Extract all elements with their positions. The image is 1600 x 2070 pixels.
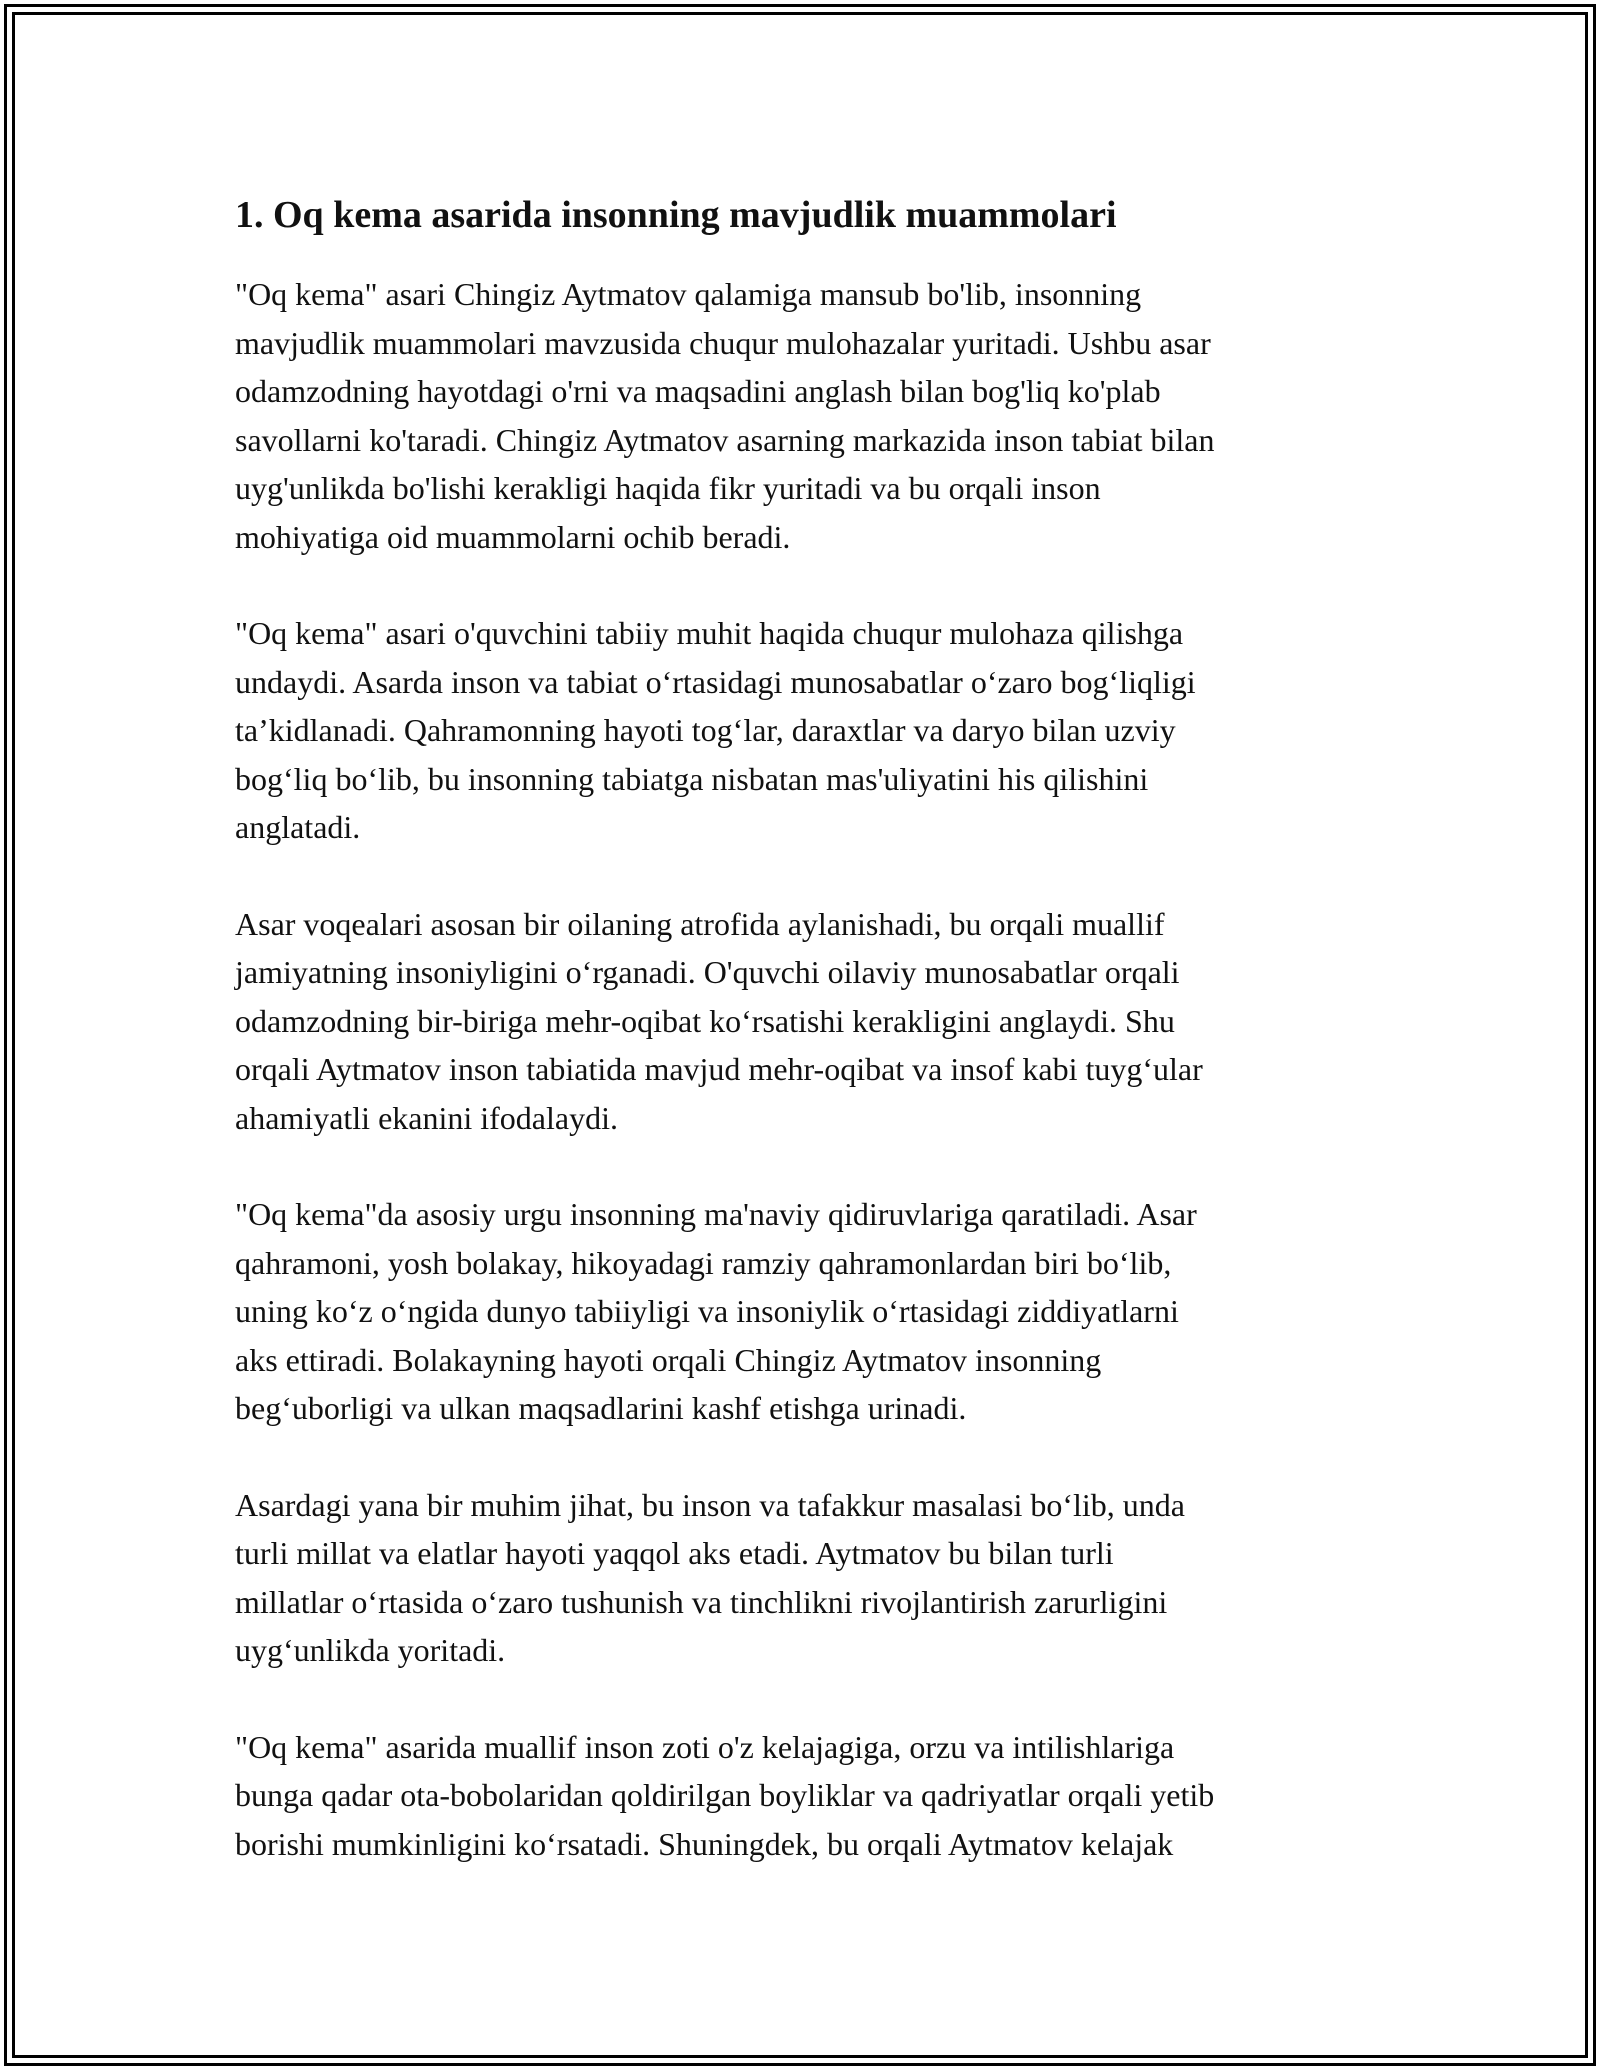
text-line: "Oq kema" asari Chingiz Aytmatov qalamiga mansub bo'lib, insonning — [235, 276, 1142, 312]
text-line: "Oq kema"da asosiy urgu insonning ma'naviy qidiruvlariga qaratiladi. Asar — [235, 1196, 1197, 1232]
text-line: millatlar o‘rtasida o‘zaro tushunish va tinchlikni rivojlantirish zarurligini — [235, 1583, 1168, 1620]
paragraph-5 — [235, 1481, 1395, 1675]
text-line: beg‘uborligi va ulkan maqsadlarini kashf etishga urinadi. — [235, 1390, 967, 1426]
text-line: uyg'unlikda bo'lishi kerakligi haqida fikr yuritadi va bu orqali inson — [235, 470, 1101, 506]
paragraph-1 — [235, 270, 1395, 561]
paragraph-3 — [235, 900, 1395, 1143]
section-heading: 1. Oq kema asarida insonning mavjudlik muammolari — [235, 194, 1117, 236]
text-line: Asar voqealari asosan bir oilaning atrofida aylanishadi, bu orqali muallif — [235, 905, 1165, 942]
paragraph-2 — [235, 609, 1395, 852]
text-line: "Oq kema" asarida muallif inson zoti o'z kelajagiga, orzu va intilishlariga — [235, 1728, 1175, 1765]
text-line: bunga qadar ota-bobolaridan qoldirilgan boyliklar va qadriyatlar orqali yetib — [235, 1777, 1215, 1813]
text-line: aks ettiradi. Bolakayning hayoti orqali Chingiz Aytmatov insonning — [235, 1341, 1102, 1378]
text-line: orqali Aytmatov inson tabiatida mavjud mehr-oqibat va insof kabi tuyg‘ular — [235, 1051, 1203, 1087]
text-line: anglatadi. — [235, 809, 361, 845]
text-line: turli millat va elatlar hayoti yaqqol aks etadi. Aytmatov bu bilan turli — [235, 1535, 1114, 1571]
document-body — [235, 188, 1395, 1916]
text-line: undaydi. Asarda inson va tabiat o‘rtasidagi munosabatlar o‘zaro bog‘liqligi — [235, 663, 1196, 700]
text-line: borishi mumkinligini ko‘rsatadi. Shuningdek, bu orqali Aytmatov kelajak — [235, 1825, 1174, 1862]
paragraph-6 — [235, 1723, 1395, 1869]
text-line: jamiyatning insoniyligini o‘rganadi. O'quvchi oilaviy munosabatlar orqali — [235, 954, 1180, 990]
text-line: savollarni ko'taradi. Chingiz Aytmatov asarning markazida inson tabiat bilan — [235, 421, 1215, 458]
text-line: uning ko‘z o‘ngida dunyo tabiiyligi va insoniylik o‘rtasidagi ziddiyatlarni — [235, 1293, 1179, 1329]
text-line: ahamiyatli ekanini ifodalaydi. — [235, 1099, 618, 1136]
text-line: ta’kidlanadi. Qahramonning hayoti tog‘lar, daraxtlar va daryo bilan uzviy — [235, 712, 1176, 748]
text-line: odamzodning bir-biriga mehr-oqibat ko‘rsatishi kerakligini anglaydi. Shu — [235, 1002, 1175, 1039]
text-line: "Oq kema" asari o'quvchini tabiiy muhit haqida chuqur mulohaza qilishga — [235, 615, 1184, 651]
text-line: uyg‘unlikda yoritadi. — [235, 1632, 506, 1668]
text-line: odamzodning hayotdagi o'rni va maqsadini anglash bilan bog'liq ko'plab — [235, 373, 1161, 409]
text-line: bog‘liq bo‘lib, bu insonning tabiatga nisbatan mas'uliyatini his qilishini — [235, 760, 1149, 797]
text-line: mavjudlik muammolari mavzusida chuqur mulohazalar yuritadi. Ushbu asar — [235, 324, 1211, 361]
paragraph-4 — [235, 1190, 1395, 1433]
text-line: qahramoni, yosh bolakay, hikoyadagi ramziy qahramonlardan biri bo‘lib, — [235, 1244, 1172, 1281]
text-line: Asardagi yana bir muhim jihat, bu inson va tafakkur masalasi bo‘lib, unda — [235, 1486, 1185, 1523]
text-line: mohiyatiga oid muammolarni ochib beradi. — [235, 518, 791, 555]
